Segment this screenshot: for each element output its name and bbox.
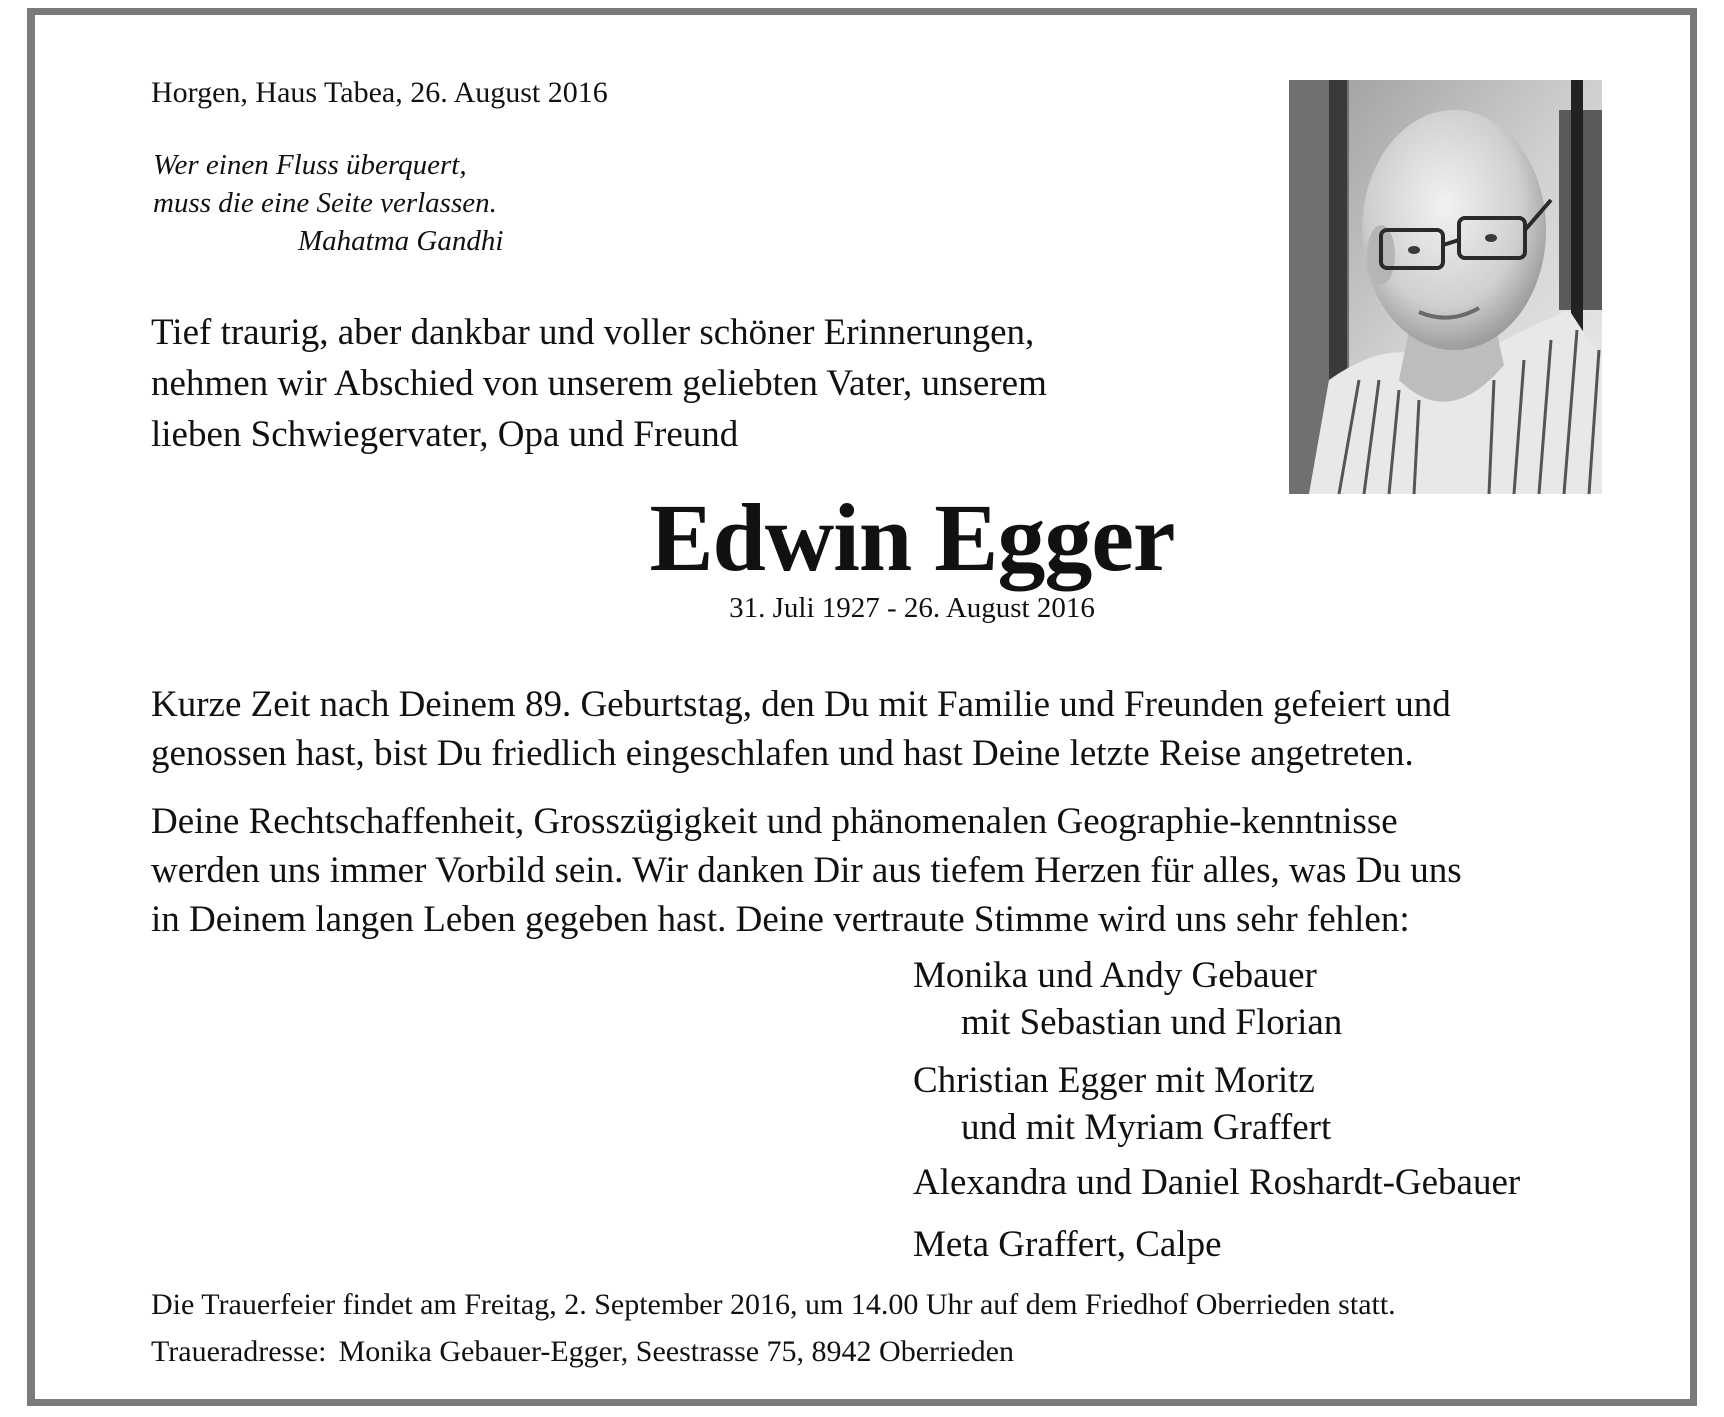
- family-entry: [913, 1221, 1222, 1268]
- family-entry-sub: mit Sebastian und Florian: [961, 1002, 1343, 1043]
- quote-author: Mahatma Gandhi: [298, 225, 504, 257]
- quote-line-2: muss die eine Seite verlassen.: [153, 187, 497, 219]
- paragraph-2-line-1: Deine Rechtschaffenheit, Grosszügigkeit und phänomenalen Geographie-kenntnisse: [151, 801, 1398, 842]
- life-dates: [0, 592, 1724, 625]
- paragraph-2-line-3: in Deinem langen Leben gegeben hast. Deine vertraute Stimme wird uns sehr fehlen:: [151, 899, 1410, 940]
- family-entry-sub: und mit Myriam Graffert: [961, 1107, 1332, 1148]
- paragraph-1-line-2: genossen hast, bist Du friedlich eingeschlafen und hast Deine letzte Reise angetreten.: [151, 733, 1414, 774]
- family-entry-main: Meta Graffert, Calpe: [913, 1224, 1222, 1265]
- intro-line-1: Tief traurig, aber dankbar und voller schöner Erinnerungen,: [151, 312, 1035, 353]
- intro-text: [151, 307, 1047, 460]
- quote-block: [153, 146, 503, 260]
- family-entry: [913, 1057, 1331, 1151]
- paragraph-2: [151, 797, 1462, 944]
- quote-line-1: Wer einen Fluss überquert,: [153, 149, 467, 181]
- family-entry-main: Monika und Andy Gebauer: [913, 955, 1317, 996]
- family-entry-main: Christian Egger mit Moritz: [913, 1060, 1315, 1101]
- portrait-photo: [1289, 80, 1602, 494]
- intro-line-2: nehmen wir Abschied von unserem geliebten Vater, unserem: [151, 363, 1047, 404]
- paragraph-1: [151, 680, 1451, 778]
- mourning-address: [151, 1335, 1014, 1369]
- family-entry-main: Alexandra und Daniel Roshardt-Gebauer: [913, 1162, 1521, 1203]
- life-dates-text: 31. Juli 1927 - 26. August 2016: [729, 592, 1095, 624]
- ceremony-info: Die Trauerfeier findet am Freitag, 2. September 2016, um 14.00 Uhr auf dem Friedhof Oberrieden statt.: [151, 1288, 1396, 1321]
- address-label: Traueradresse:: [151, 1335, 327, 1368]
- family-entry: [913, 952, 1342, 1046]
- family-entry: [913, 1159, 1520, 1206]
- paragraph-2-line-2: werden uns immer Vorbild sein. Wir danken Dir aus tiefem Herzen für alles, was Du uns: [151, 850, 1462, 891]
- address-text: Monika Gebauer-Egger, Seestrasse 75, 8942 Oberrieden: [338, 1335, 1014, 1368]
- intro-line-3: lieben Schwiegervater, Opa und Freund: [151, 414, 739, 455]
- deceased-name: [0, 482, 1724, 593]
- deceased-name-text: Edwin Egger: [649, 484, 1175, 591]
- paragraph-1-line-1: Kurze Zeit nach Deinem 89. Geburtstag, den Du mit Familie und Freunden gefeiert und: [151, 684, 1451, 725]
- place-date: Horgen, Haus Tabea, 26. August 2016: [151, 76, 608, 109]
